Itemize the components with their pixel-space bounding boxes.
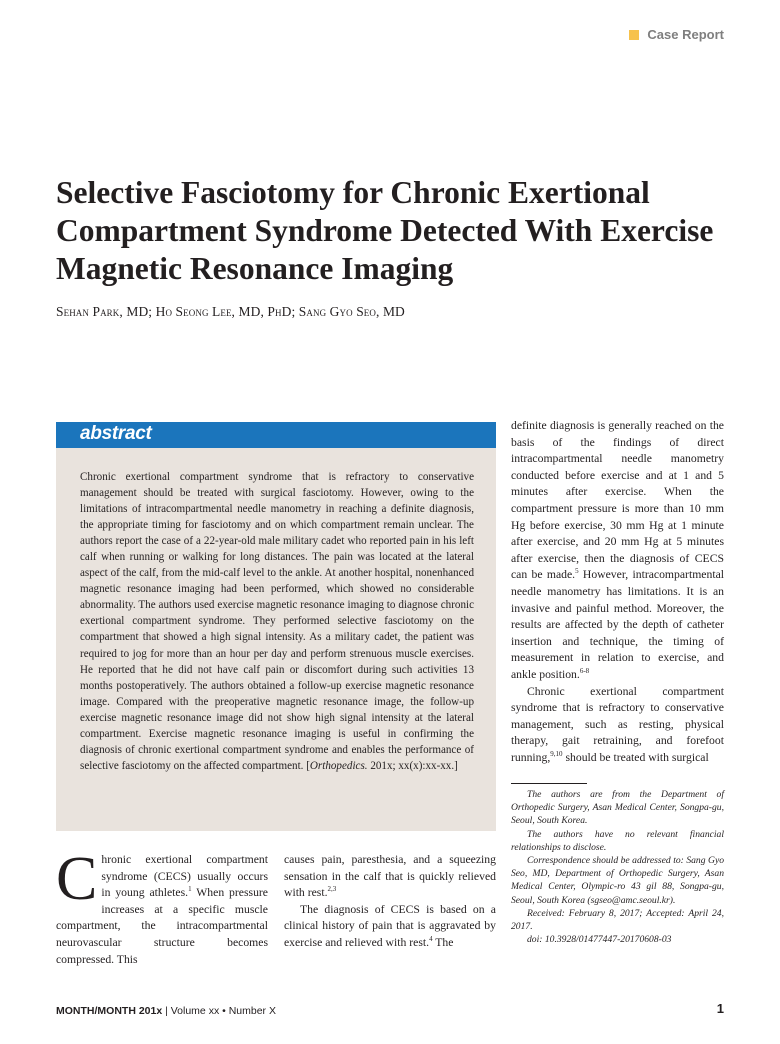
abstract-citation (306, 760, 458, 772)
footer-issue-date: MONTH/MONTH 201x (56, 1005, 163, 1017)
footer-separator: | (162, 1005, 171, 1017)
ref-9-10: 9,10 (550, 749, 563, 758)
citation-rest: 201x; xx(x):xx-xx.] (367, 759, 458, 772)
ref-2: 2,3 (327, 885, 337, 894)
body-column-3: definite diagnosis is generally reached on the basis of the findings of direct intracompartmental needle manometry conducted before exercise and at 1 and 5 minutes after exercise. When the compartment pressure is more than 10 mm Hg before exercise, 30 mm Hg at 1 minute after exercise, and 20 mm Hg at 5 minutes after exercise, then the diagnosis of CECS can be made.$^5$ However, intracompartmental needle manometry has limitations. It is an invasive and painful method. Moreover, the results are affected by the depth of catheter insertion and technique, the timing of measurement in relation to exercise, and ankle position.$^{6-8}$ Chronic exertional compartment syndrome that is refractory to conservative management, such as resting, physical therapy, gait retraining, and forefoot running,$^{9,10}$ should be treated with surgical (511, 419, 724, 764)
ref-6-8: 6-8 (579, 667, 590, 676)
section-label-text: Case Report (647, 27, 724, 42)
abstract-body (80, 469, 474, 774)
abstract-text: Chronic exertional compartment syndrome that is refractory to conservative management should be treated with surgical fasciotomy. However, owing to the limitations of intracompartmental needle manometry in reaching a definite diagnosis, the appropriate timing for fasciotomy and on which compartment remain unclear. The authors report the case of a 22-year-old male military cadet who reported pain in his left calf when running or walking for long distances. The pain was located at the lateral aspect of the calf, from the mid-calf level to the ankle. At another hospital, nonenhanced magnetic resonance imaging had been performed, which showed no considerable abnormality. The authors used exercise magnetic resonance imaging to diagnose chronic exertional compartment syndrome. They performed selective fasciotomy on the compartment that showed a high signal intensity. As a military cadet, the patient was required to jog for more than an hour per day and perform strenuous muscle exercises. He reported that he did not have calf pain or discomfort during such activities 13 months postoperatively. The authors obtained a follow-up exercise magnetic resonance image. Compared with the preoperative magnetic resonance image, the follow-up exercise magnetic resonance image did not show high signal intensity at the lateral compartment. Exercise magnetic resonance imaging is useful in confirming the diagnosis of chronic exertional compartment syndrome and enables the performance of selective fasciotomy on the affected compartment. (80, 471, 474, 772)
drop-cap: C (56, 845, 98, 913)
ref-4: 4 (429, 935, 433, 944)
note-disclosure: The authors have no relevant financial relationships to disclose. (511, 828, 724, 853)
paragraph-3-end: should be treated with surgical (562, 750, 709, 764)
page-number: 1 (716, 1001, 724, 1016)
note-doi: doi: 10.3928/01477447-20170608-03 (527, 934, 672, 946)
section-square-icon (629, 30, 639, 40)
body-column-1: Chronic exertional compartment syndrome (CECS) usually occurs in young athletes.$^1$ When pressure increases at a specific muscle compartment, the intracompartmental neurovascular structure becomes compressed. This (56, 845, 268, 966)
note-dates: Received: February 8, 2017; Accepted: April 24, 2017. (511, 907, 724, 933)
ref-1: 1 (188, 885, 192, 894)
paragraph-3: Chronic exertional compartment syndrome that is refractory to conservative management, such as resting, physical therapy, gait retraining, and forefoot running, (511, 684, 724, 764)
ref-5: 5 (575, 567, 579, 576)
abstract-heading: abstract (80, 423, 152, 444)
article-authors: Sehan Park, MD; Ho Seong Lee, MD, PhD; Sang Gyo Seo, MD (56, 304, 405, 319)
footer-volume: Volume xx • Number X (170, 1005, 276, 1017)
citation-journal: Orthopedics. (309, 759, 368, 772)
body-column-2: causes pain, paresthesia, and a squeezing sensation in the calf that is quickly relieved with rest.$^{2,3}$ The diagnosis of CECS is based on a clinical history of pain that is aggravated by exercise and relieved with rest.$^4$ The (284, 853, 496, 949)
note-affiliation: The authors are from the Department of Orthopedic Surgery, Asan Medical Center, Songpa-gu, Seoul, South Korea. (511, 789, 724, 827)
citation-open: [ (306, 759, 310, 772)
footer-issue (56, 1005, 276, 1017)
footnote-rule (511, 783, 587, 784)
article-title: Selective Fasciotomy for Chronic Exertional Compartment Syndrome Detected With Exercise Magnetic Resonance Imaging (56, 175, 714, 286)
author-notes (511, 788, 724, 946)
intro-text-1: hronic exertional compartment syndrome (CECS) usually occurs in young athletes. (101, 853, 268, 900)
section-label (629, 27, 724, 42)
note-correspondence: Correspondence should be addressed to: Sang Gyo Seo, MD, Department of Orthopedic Surgery, Asan Medical Center, Olympic-ro 43 gil 88, Songpa-gu, Seoul, South Korea (sgseo@amc.seoul.kr). (511, 855, 724, 906)
